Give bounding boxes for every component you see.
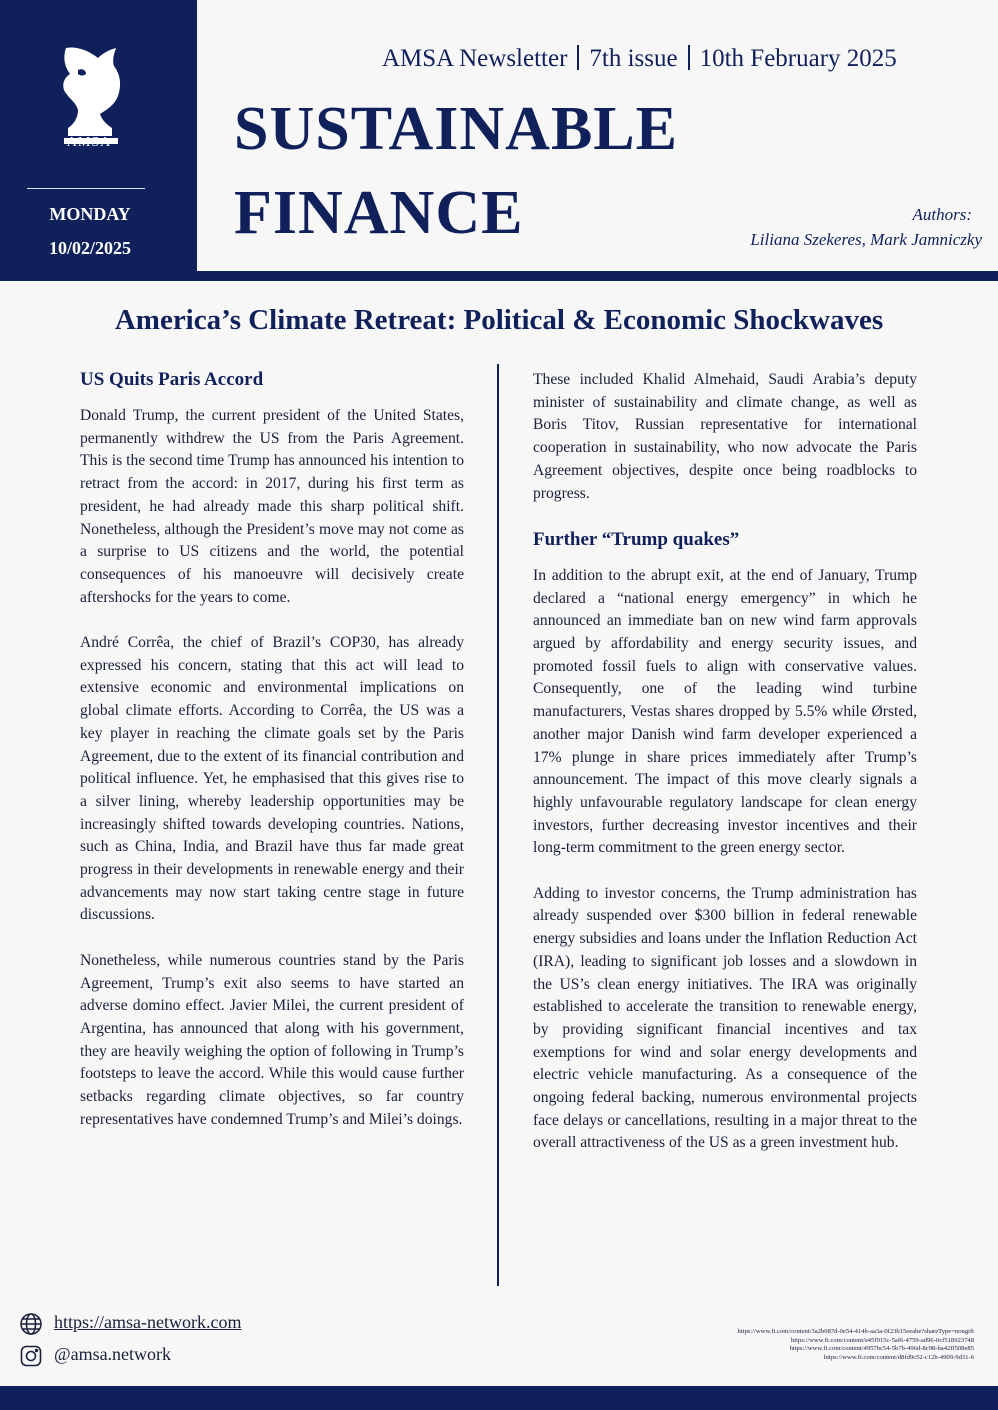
paragraph: Adding to investor concerns, the Trump administration has already suspended over $300 billion in federal renewable energy subsidies and loans under the Inflation Reduction Act (IRA), leading to significant job losses and a slowdown in the US’s clean energy initiatives. The IRA was originally established to accelerate the transition to renewable energy, by providing significant financial incentives and tax exemptions for wind and solar energy developments and electric vehicle manufacturing. As a consequence of the ongoing federal backing, numerous environmental projects face delays or cancellations, resulting in a major threat to the overall attractiveness of the US as a green investment hub. bbox=[533, 884, 917, 1152]
authors-names: Liliana Szekeres, Mark Jamniczky bbox=[750, 230, 982, 249]
source-link[interactable]: https://www.ft.com/content/4957bc54-5b7b-496d-8c98-ba42ff508e85 bbox=[789, 1345, 974, 1353]
source-link[interactable]: https://www.ft.com/content/e45f915c-5af6-4759-ad96-0cf518923748 bbox=[790, 1336, 974, 1344]
page-title-line2: FINANCE bbox=[234, 179, 524, 247]
header-band bbox=[0, 271, 998, 281]
issue-line bbox=[382, 45, 897, 73]
paragraph: In addition to the abrupt exit, at the end of January, Trump declared a “national energy emergency” in which he announced an immediate ban on new wind farm approvals argued by affordability and energy security issues, and promoted fossil fuels to align with conservative values. Consequently, one of the leading wind turbine manufacturers, Vestas shares dropped by 5.5% while Ørsted, another major Danish wind farm developer experienced a 17% plunge in share prices immediately after Trump’s announcement. The impact of this move clearly signals a highly unfavourable regulatory landscape for clean energy investors, further decreasing investor incentives and their long-term commitment to the green energy sector. bbox=[533, 566, 917, 857]
paragraph: André Corrêa, the chief of Brazil’s COP30, has already expressed his concern, stating that this act will lead to extensive economic and environmental implications on global climate efforts. According to Corrêa, the US was a key player in reaching the climate goals set by the Paris Agreement, due to the extent of its financial contribution and political influence. Yet, he emphasised that this gives rise to a silver lining, whereby leadership opportunities may be increasingly shifted towards developing countries. Nations, such as China, India, and Brazil have thus far made great progress in their developments in renewable energy and their advancements may now start taking centre stage in future discussions. bbox=[80, 634, 464, 924]
column-divider bbox=[497, 364, 499, 1286]
paragraph: These included Khalid Almehaid, Saudi Arabia’s deputy minister of sustainability and climate change, as well as Boris Titov, Russian representative for international cooperation in sustainability, who now advocate the Paris Agreement objectives, despite once being roadblocks to progress. bbox=[533, 371, 917, 502]
section-heading-trump-quakes: Further “Trump quakes” bbox=[533, 528, 740, 550]
source-link[interactable]: https://www.ft.com/content/d8fd9c52-c12b-4909-9d31-6 bbox=[823, 1353, 974, 1361]
issue-number: 7th issue bbox=[589, 45, 678, 72]
authors-label: Authors: bbox=[912, 205, 972, 224]
sources-list bbox=[738, 1328, 974, 1362]
left-column bbox=[80, 368, 464, 1154]
sidebar-day: MONDAY bbox=[49, 204, 131, 224]
sidebar-divider bbox=[27, 188, 145, 189]
article-headline: America’s Climate Retreat: Political & Economic Shockwaves bbox=[114, 304, 884, 336]
issue-date: 10th February 2025 bbox=[699, 45, 897, 72]
globe-icon bbox=[19, 1312, 43, 1336]
sidebar bbox=[0, 0, 197, 273]
source-link[interactable]: https://www.ft.com/content/3a2b087d-0e54-414b-aa3a-0f23b15eeabe?shareType=nongift bbox=[737, 1328, 974, 1335]
instagram-icon bbox=[19, 1344, 43, 1368]
newsletter-name: AMSA Newsletter bbox=[382, 45, 568, 72]
instagram-link[interactable]: @amsa.network bbox=[54, 1344, 172, 1364]
separator bbox=[577, 45, 579, 70]
paragraph: Nonetheless, while numerous countries stand by the Paris Agreement, Trump’s exit also seems to have started an adverse domino effect. Javier Milei, the current president of Argentina, has announced that along with his government, they are heavily weighing the option of following in Trump’s footsteps to leave the accord. While this would cause further setbacks regarding climate objectives, so far country representatives have condemned Trump’s and Milei’s doings. bbox=[80, 951, 464, 1128]
website-link[interactable]: https://amsa-network.com bbox=[54, 1312, 242, 1332]
right-column bbox=[533, 369, 917, 1178]
logo-text: AMSA bbox=[66, 135, 112, 150]
page-title-line1: SUSTAINABLE bbox=[234, 95, 679, 163]
separator bbox=[688, 45, 690, 70]
section-heading-paris: US Quits Paris Accord bbox=[80, 369, 264, 390]
footer-band bbox=[0, 1386, 998, 1410]
paragraph: Donald Trump, the current president of the United States, permanently withdrew the US from the Paris Agreement. This is the second time Trump has announced his intention to retract from the accord: in 2017, during his first term as president, he had already made this sharp political shift. Nonetheless, although the President’s move may not come as a surprise to US citizens and the world, the potential consequences of his manoeuvre will decisively create aftershocks for the years to come. bbox=[80, 407, 464, 606]
sidebar-date: 10/02/2025 bbox=[48, 238, 131, 258]
